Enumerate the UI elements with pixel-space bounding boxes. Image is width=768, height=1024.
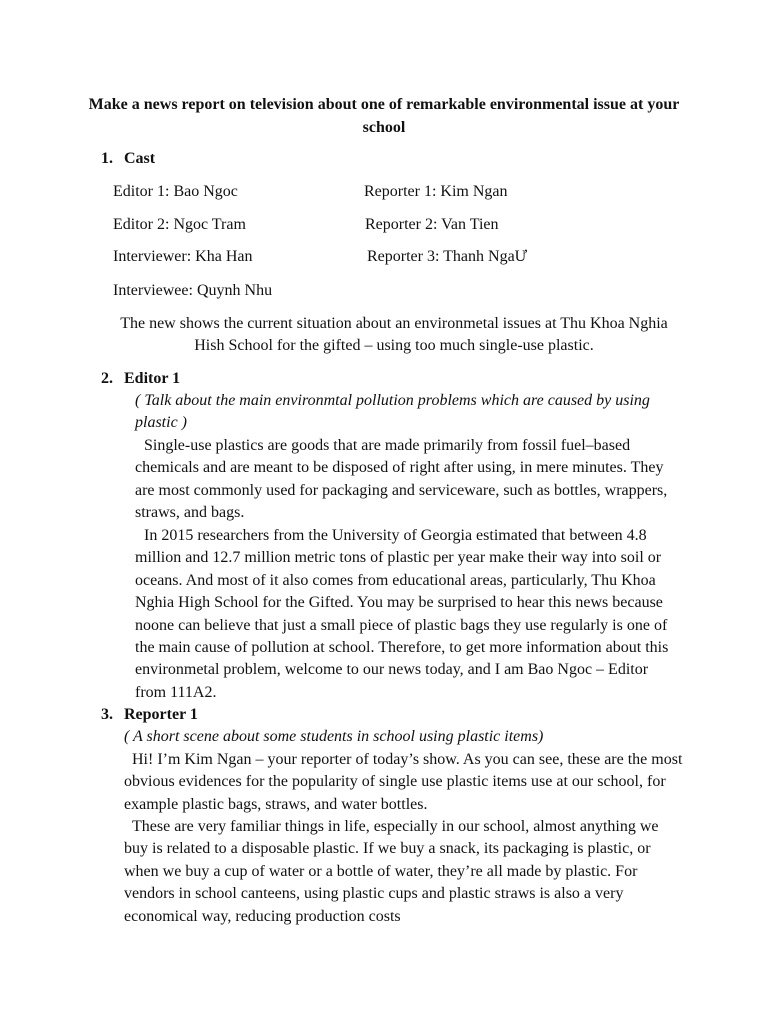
cast-interviewee: Interviewee: Quynh Nhu — [113, 282, 273, 299]
reporter-1-paragraph-1: Hi! I’m Kim Ngan – your reporter of today’s show. As you can see, these are the most obvious evidences for the popularity of single use plastic items use at our school, for example plastic bags, straws, and water bottles. — [124, 751, 683, 813]
cast-editor-2: Editor 2: Ngoc Tram — [113, 216, 246, 233]
cast-reporter-1: Reporter 1: Kim Ngan — [364, 183, 508, 200]
cast-interviewer: Interviewer: Kha Han — [113, 248, 253, 265]
section-heading-cast: Cast — [124, 150, 156, 167]
section-number-cast: 1. — [101, 150, 113, 167]
cast-reporter-2: Reporter 2: Van Tien — [365, 216, 499, 233]
reporter-1-stage-note: ( A short scene about some students in school using plastic items) — [124, 728, 544, 745]
editor-1-paragraph-1: Single-use plastics are goods that are made primarily from fossil fuel–based chemicals and are meant to be disposed of right after using, in mere minutes. They are most commonly used for packaging and serviceware, such as bottles, wrappers, straws, and bags. — [135, 437, 668, 522]
section-heading-reporter-1: Reporter 1 — [124, 706, 198, 723]
editor-1-paragraph-2: In 2015 researchers from the University of Georgia estimated that between 4.8 million and 12.7 million metric tons of plastic per year make their way into soil or oceans. And most of it also comes from educational areas, particularly, Thu Khoa Nghia High School for the Gifted. You may be surprised to hear this news because noone can believe that just a small piece of plastic bags they use regularly is one of the main cause of pollution at school. Therefore, to get more information about this environmetal problem, welcome to our news today, and I am Bao Ngoc – Editor from 111A2. — [135, 527, 669, 701]
reporter-1-paragraph-2: These are very familiar things in life, especially in our school, almost anything we buy is related to a disposable plastic. If we buy a snack, its packaging is plastic, or when we buy a cup of water or a bottle of water, they’re all made by plastic. For vendors in school canteens, using plastic cups and plastic straws is also a very economical way, reducing production costs — [124, 818, 659, 925]
section-number-reporter-1: 3. — [101, 706, 113, 723]
cast-editor-1: Editor 1: Bao Ngoc — [113, 183, 238, 200]
document-title: Make a news report on television about one of remarkable environmental issue at your school — [88, 96, 680, 136]
section-heading-editor-1: Editor 1 — [124, 370, 181, 387]
editor-1-stage-note: ( Talk about the main environmtal pollution problems which are caused by using plastic ) — [135, 392, 650, 432]
cast-reporter-3: Reporter 3: Thanh NgaƯ — [367, 248, 528, 265]
summary-paragraph: The new shows the current situation about an environmetal issues at Thu Khoa Nghia Hish School for the gifted – using too much single-use plastic. — [120, 315, 668, 355]
section-number-editor-1: 2. — [101, 370, 113, 387]
